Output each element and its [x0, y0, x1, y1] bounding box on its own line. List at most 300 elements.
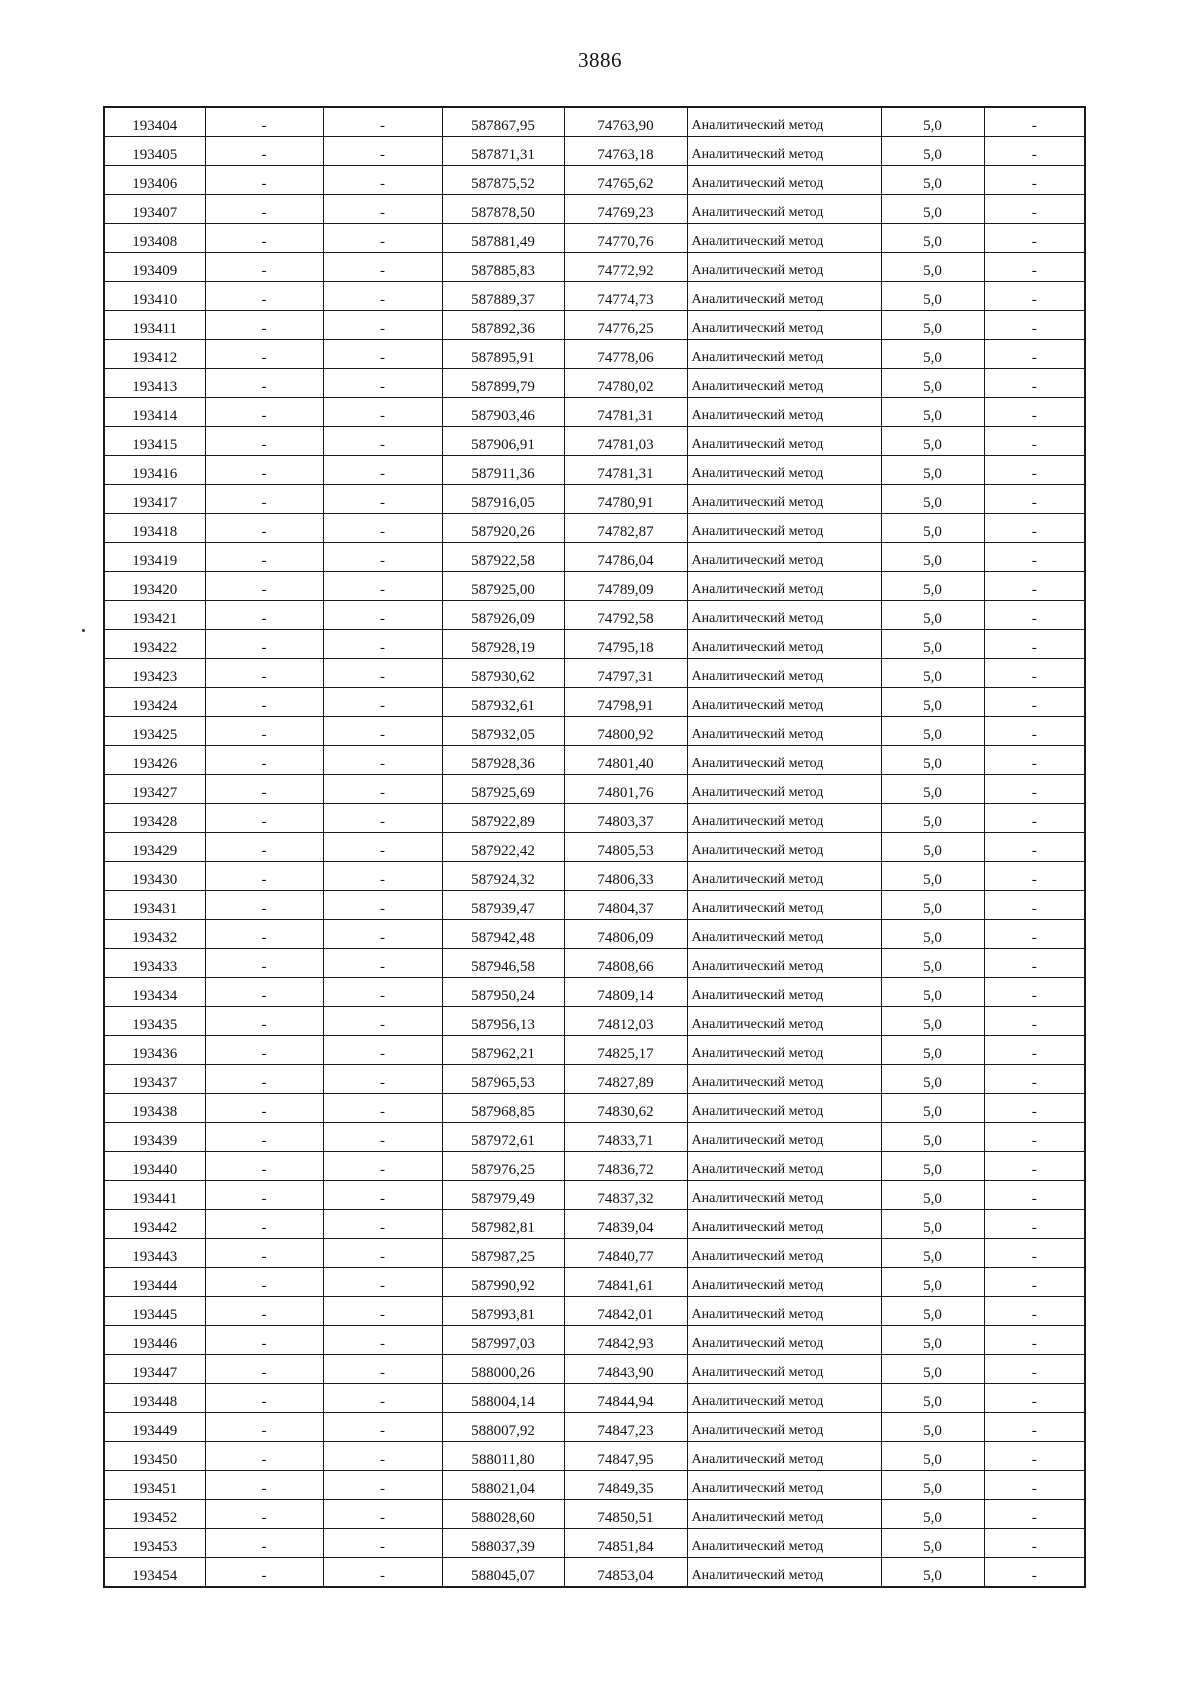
accuracy-cell: 5,0 — [881, 1152, 984, 1181]
accuracy-cell: 5,0 — [881, 1413, 984, 1442]
method-cell: Аналитический метод — [687, 1500, 881, 1529]
y-coordinate-cell: 74842,93 — [564, 1326, 687, 1355]
x-coordinate-cell: 587982,81 — [442, 1210, 564, 1239]
x-coordinate-cell: 587956,13 — [442, 1007, 564, 1036]
empty-dash-cell: - — [984, 891, 1085, 920]
point-number-cell: 193408 — [104, 224, 205, 253]
empty-dash-cell: - — [984, 601, 1085, 630]
x-coordinate-cell: 587925,69 — [442, 775, 564, 804]
empty-dash-cell: - — [205, 1558, 323, 1588]
accuracy-cell: 5,0 — [881, 543, 984, 572]
y-coordinate-cell: 74801,76 — [564, 775, 687, 804]
y-coordinate-cell: 74781,03 — [564, 427, 687, 456]
empty-dash-cell: - — [205, 398, 323, 427]
method-cell: Аналитический метод — [687, 340, 881, 369]
method-cell: Аналитический метод — [687, 688, 881, 717]
empty-dash-cell: - — [205, 427, 323, 456]
page-number: 3886 — [578, 48, 622, 72]
empty-dash-cell: - — [205, 1268, 323, 1297]
y-coordinate-cell: 74806,09 — [564, 920, 687, 949]
empty-dash-cell: - — [205, 1094, 323, 1123]
empty-dash-cell: - — [323, 1239, 442, 1268]
x-coordinate-cell: 587950,24 — [442, 978, 564, 1007]
y-coordinate-cell: 74830,62 — [564, 1094, 687, 1123]
empty-dash-cell: - — [323, 1036, 442, 1065]
empty-dash-cell: - — [323, 717, 442, 746]
accuracy-cell: 5,0 — [881, 1181, 984, 1210]
point-number-cell: 193439 — [104, 1123, 205, 1152]
method-cell: Аналитический метод — [687, 1413, 881, 1442]
empty-dash-cell: - — [205, 1384, 323, 1413]
empty-dash-cell: - — [323, 1529, 442, 1558]
empty-dash-cell: - — [205, 1355, 323, 1384]
point-number-cell: 193438 — [104, 1094, 205, 1123]
empty-dash-cell: - — [205, 833, 323, 862]
table-row — [104, 1007, 1085, 1036]
x-coordinate-cell: 587867,95 — [442, 107, 564, 137]
empty-dash-cell: - — [984, 398, 1085, 427]
accuracy-cell: 5,0 — [881, 659, 984, 688]
x-coordinate-cell: 588037,39 — [442, 1529, 564, 1558]
point-number-cell: 193405 — [104, 137, 205, 166]
method-cell: Аналитический метод — [687, 572, 881, 601]
method-cell: Аналитический метод — [687, 1036, 881, 1065]
empty-dash-cell: - — [205, 746, 323, 775]
x-coordinate-cell: 587878,50 — [442, 195, 564, 224]
method-cell: Аналитический метод — [687, 107, 881, 137]
accuracy-cell: 5,0 — [881, 601, 984, 630]
empty-dash-cell: - — [984, 1384, 1085, 1413]
empty-dash-cell: - — [323, 514, 442, 543]
accuracy-cell: 5,0 — [881, 1529, 984, 1558]
empty-dash-cell: - — [205, 1413, 323, 1442]
empty-dash-cell: - — [205, 485, 323, 514]
x-coordinate-cell: 587924,32 — [442, 862, 564, 891]
table-row — [104, 456, 1085, 485]
y-coordinate-cell: 74786,04 — [564, 543, 687, 572]
empty-dash-cell: - — [323, 398, 442, 427]
empty-dash-cell: - — [205, 1181, 323, 1210]
x-coordinate-cell: 587987,25 — [442, 1239, 564, 1268]
coordinates-table — [103, 106, 1086, 1588]
y-coordinate-cell: 74804,37 — [564, 891, 687, 920]
table-row — [104, 949, 1085, 978]
y-coordinate-cell: 74808,66 — [564, 949, 687, 978]
x-coordinate-cell: 587965,53 — [442, 1065, 564, 1094]
y-coordinate-cell: 74782,87 — [564, 514, 687, 543]
x-coordinate-cell: 587928,36 — [442, 746, 564, 775]
y-coordinate-cell: 74763,90 — [564, 107, 687, 137]
empty-dash-cell: - — [323, 630, 442, 659]
empty-dash-cell: - — [205, 195, 323, 224]
y-coordinate-cell: 74840,77 — [564, 1239, 687, 1268]
y-coordinate-cell: 74780,91 — [564, 485, 687, 514]
method-cell: Аналитический метод — [687, 920, 881, 949]
empty-dash-cell: - — [205, 369, 323, 398]
empty-dash-cell: - — [984, 1210, 1085, 1239]
accuracy-cell: 5,0 — [881, 1297, 984, 1326]
empty-dash-cell: - — [984, 717, 1085, 746]
method-cell: Аналитический метод — [687, 166, 881, 195]
point-number-cell: 193427 — [104, 775, 205, 804]
x-coordinate-cell: 587993,81 — [442, 1297, 564, 1326]
x-coordinate-cell: 587925,00 — [442, 572, 564, 601]
point-number-cell: 193446 — [104, 1326, 205, 1355]
empty-dash-cell: - — [323, 282, 442, 311]
point-number-cell: 193437 — [104, 1065, 205, 1094]
empty-dash-cell: - — [205, 572, 323, 601]
empty-dash-cell: - — [323, 1355, 442, 1384]
point-number-cell: 193428 — [104, 804, 205, 833]
empty-dash-cell: - — [323, 1268, 442, 1297]
x-coordinate-cell: 588011,80 — [442, 1442, 564, 1471]
y-coordinate-cell: 74789,09 — [564, 572, 687, 601]
x-coordinate-cell: 587946,58 — [442, 949, 564, 978]
empty-dash-cell: - — [323, 891, 442, 920]
empty-dash-cell: - — [984, 311, 1085, 340]
accuracy-cell: 5,0 — [881, 688, 984, 717]
empty-dash-cell: - — [984, 1152, 1085, 1181]
method-cell: Аналитический метод — [687, 1239, 881, 1268]
x-coordinate-cell: 588004,14 — [442, 1384, 564, 1413]
empty-dash-cell: - — [205, 1007, 323, 1036]
x-coordinate-cell: 587911,36 — [442, 456, 564, 485]
x-coordinate-cell: 587899,79 — [442, 369, 564, 398]
accuracy-cell: 5,0 — [881, 804, 984, 833]
empty-dash-cell: - — [323, 572, 442, 601]
method-cell: Аналитический метод — [687, 862, 881, 891]
empty-dash-cell: - — [323, 427, 442, 456]
table-row — [104, 1326, 1085, 1355]
empty-dash-cell: - — [205, 514, 323, 543]
accuracy-cell: 5,0 — [881, 1326, 984, 1355]
empty-dash-cell: - — [323, 1442, 442, 1471]
y-coordinate-cell: 74851,84 — [564, 1529, 687, 1558]
empty-dash-cell: - — [984, 1558, 1085, 1588]
empty-dash-cell: - — [323, 688, 442, 717]
table-row — [104, 1181, 1085, 1210]
table-row — [104, 920, 1085, 949]
x-coordinate-cell: 587972,61 — [442, 1123, 564, 1152]
method-cell: Аналитический метод — [687, 1442, 881, 1471]
y-coordinate-cell: 74847,23 — [564, 1413, 687, 1442]
table-row — [104, 1413, 1085, 1442]
empty-dash-cell: - — [984, 1326, 1085, 1355]
accuracy-cell: 5,0 — [881, 862, 984, 891]
table-row — [104, 1442, 1085, 1471]
empty-dash-cell: - — [323, 1297, 442, 1326]
empty-dash-cell: - — [984, 1471, 1085, 1500]
y-coordinate-cell: 74809,14 — [564, 978, 687, 1007]
empty-dash-cell: - — [984, 1413, 1085, 1442]
point-number-cell: 193407 — [104, 195, 205, 224]
point-number-cell: 193454 — [104, 1558, 205, 1588]
empty-dash-cell: - — [323, 746, 442, 775]
empty-dash-cell: - — [323, 1471, 442, 1500]
empty-dash-cell: - — [984, 1065, 1085, 1094]
x-coordinate-cell: 587906,91 — [442, 427, 564, 456]
accuracy-cell: 5,0 — [881, 1558, 984, 1588]
x-coordinate-cell: 587942,48 — [442, 920, 564, 949]
table-row — [104, 1500, 1085, 1529]
method-cell: Аналитический метод — [687, 1297, 881, 1326]
empty-dash-cell: - — [323, 659, 442, 688]
table-row — [104, 862, 1085, 891]
point-number-cell: 193414 — [104, 398, 205, 427]
method-cell: Аналитический метод — [687, 978, 881, 1007]
y-coordinate-cell: 74849,35 — [564, 1471, 687, 1500]
point-number-cell: 193426 — [104, 746, 205, 775]
table-row — [104, 1355, 1085, 1384]
table-row — [104, 107, 1085, 137]
accuracy-cell: 5,0 — [881, 311, 984, 340]
x-coordinate-cell: 587939,47 — [442, 891, 564, 920]
x-coordinate-cell: 587932,05 — [442, 717, 564, 746]
point-number-cell: 193418 — [104, 514, 205, 543]
table-row — [104, 166, 1085, 195]
method-cell: Аналитический метод — [687, 1007, 881, 1036]
table-row — [104, 137, 1085, 166]
x-coordinate-cell: 588028,60 — [442, 1500, 564, 1529]
empty-dash-cell: - — [984, 456, 1085, 485]
empty-dash-cell: - — [205, 1297, 323, 1326]
accuracy-cell: 5,0 — [881, 1471, 984, 1500]
empty-dash-cell: - — [984, 1123, 1085, 1152]
empty-dash-cell: - — [205, 775, 323, 804]
empty-dash-cell: - — [205, 107, 323, 137]
method-cell: Аналитический метод — [687, 1094, 881, 1123]
y-coordinate-cell: 74850,51 — [564, 1500, 687, 1529]
empty-dash-cell: - — [984, 1239, 1085, 1268]
empty-dash-cell: - — [323, 601, 442, 630]
table-row — [104, 282, 1085, 311]
empty-dash-cell: - — [984, 746, 1085, 775]
point-number-cell: 193440 — [104, 1152, 205, 1181]
empty-dash-cell: - — [205, 717, 323, 746]
empty-dash-cell: - — [323, 1558, 442, 1588]
y-coordinate-cell: 74805,53 — [564, 833, 687, 862]
x-coordinate-cell: 587997,03 — [442, 1326, 564, 1355]
accuracy-cell: 5,0 — [881, 1355, 984, 1384]
empty-dash-cell: - — [205, 166, 323, 195]
accuracy-cell: 5,0 — [881, 137, 984, 166]
y-coordinate-cell: 74800,92 — [564, 717, 687, 746]
method-cell: Аналитический метод — [687, 1471, 881, 1500]
y-coordinate-cell: 74765,62 — [564, 166, 687, 195]
method-cell: Аналитический метод — [687, 949, 881, 978]
empty-dash-cell: - — [984, 427, 1085, 456]
empty-dash-cell: - — [984, 572, 1085, 601]
point-number-cell: 193406 — [104, 166, 205, 195]
y-coordinate-cell: 74839,04 — [564, 1210, 687, 1239]
accuracy-cell: 5,0 — [881, 398, 984, 427]
empty-dash-cell: - — [205, 1500, 323, 1529]
x-coordinate-cell: 587968,85 — [442, 1094, 564, 1123]
table-row — [104, 311, 1085, 340]
empty-dash-cell: - — [984, 659, 1085, 688]
table-body — [104, 107, 1085, 1587]
method-cell: Аналитический метод — [687, 253, 881, 282]
table-row — [104, 1123, 1085, 1152]
accuracy-cell: 5,0 — [881, 717, 984, 746]
accuracy-cell: 5,0 — [881, 1210, 984, 1239]
accuracy-cell: 5,0 — [881, 1094, 984, 1123]
table-row — [104, 398, 1085, 427]
empty-dash-cell: - — [205, 253, 323, 282]
empty-dash-cell: - — [205, 543, 323, 572]
method-cell: Аналитический метод — [687, 833, 881, 862]
empty-dash-cell: - — [984, 978, 1085, 1007]
empty-dash-cell: - — [323, 224, 442, 253]
y-coordinate-cell: 74781,31 — [564, 398, 687, 427]
empty-dash-cell: - — [984, 340, 1085, 369]
point-number-cell: 193442 — [104, 1210, 205, 1239]
empty-dash-cell: - — [323, 833, 442, 862]
empty-dash-cell: - — [984, 920, 1085, 949]
point-number-cell: 193451 — [104, 1471, 205, 1500]
empty-dash-cell: - — [205, 601, 323, 630]
empty-dash-cell: - — [984, 688, 1085, 717]
point-number-cell: 193452 — [104, 1500, 205, 1529]
empty-dash-cell: - — [205, 1239, 323, 1268]
point-number-cell: 193410 — [104, 282, 205, 311]
empty-dash-cell: - — [984, 107, 1085, 137]
empty-dash-cell: - — [323, 862, 442, 891]
x-coordinate-cell: 587976,25 — [442, 1152, 564, 1181]
x-coordinate-cell: 587979,49 — [442, 1181, 564, 1210]
accuracy-cell: 5,0 — [881, 630, 984, 659]
empty-dash-cell: - — [984, 862, 1085, 891]
empty-dash-cell: - — [205, 1065, 323, 1094]
empty-dash-cell: - — [205, 1036, 323, 1065]
accuracy-cell: 5,0 — [881, 1442, 984, 1471]
y-coordinate-cell: 74772,92 — [564, 253, 687, 282]
empty-dash-cell: - — [205, 949, 323, 978]
table-row — [104, 195, 1085, 224]
empty-dash-cell: - — [205, 659, 323, 688]
point-number-cell: 193445 — [104, 1297, 205, 1326]
accuracy-cell: 5,0 — [881, 485, 984, 514]
method-cell: Аналитический метод — [687, 195, 881, 224]
empty-dash-cell: - — [984, 514, 1085, 543]
empty-dash-cell: - — [984, 630, 1085, 659]
x-coordinate-cell: 588021,04 — [442, 1471, 564, 1500]
y-coordinate-cell: 74763,18 — [564, 137, 687, 166]
y-coordinate-cell: 74795,18 — [564, 630, 687, 659]
method-cell: Аналитический метод — [687, 224, 881, 253]
y-coordinate-cell: 74769,23 — [564, 195, 687, 224]
method-cell: Аналитический метод — [687, 1181, 881, 1210]
empty-dash-cell: - — [323, 1210, 442, 1239]
point-number-cell: 193444 — [104, 1268, 205, 1297]
method-cell: Аналитический метод — [687, 630, 881, 659]
table-row — [104, 1210, 1085, 1239]
empty-dash-cell: - — [984, 137, 1085, 166]
empty-dash-cell: - — [984, 1355, 1085, 1384]
empty-dash-cell: - — [323, 920, 442, 949]
table-row — [104, 1065, 1085, 1094]
x-coordinate-cell: 588000,26 — [442, 1355, 564, 1384]
point-number-cell: 193443 — [104, 1239, 205, 1268]
method-cell: Аналитический метод — [687, 369, 881, 398]
table-row — [104, 543, 1085, 572]
empty-dash-cell: - — [205, 1123, 323, 1152]
empty-dash-cell: - — [205, 804, 323, 833]
y-coordinate-cell: 74842,01 — [564, 1297, 687, 1326]
empty-dash-cell: - — [984, 1529, 1085, 1558]
point-number-cell: 193416 — [104, 456, 205, 485]
empty-dash-cell: - — [984, 253, 1085, 282]
x-coordinate-cell: 587990,92 — [442, 1268, 564, 1297]
accuracy-cell: 5,0 — [881, 369, 984, 398]
empty-dash-cell: - — [323, 166, 442, 195]
empty-dash-cell: - — [984, 775, 1085, 804]
empty-dash-cell: - — [984, 1181, 1085, 1210]
method-cell: Аналитический метод — [687, 1326, 881, 1355]
point-number-cell: 193420 — [104, 572, 205, 601]
accuracy-cell: 5,0 — [881, 1065, 984, 1094]
x-coordinate-cell: 587922,42 — [442, 833, 564, 862]
x-coordinate-cell: 587885,83 — [442, 253, 564, 282]
empty-dash-cell: - — [984, 1268, 1085, 1297]
table-row — [104, 717, 1085, 746]
empty-dash-cell: - — [205, 688, 323, 717]
point-number-cell: 193448 — [104, 1384, 205, 1413]
y-coordinate-cell: 74844,94 — [564, 1384, 687, 1413]
empty-dash-cell: - — [323, 1065, 442, 1094]
point-number-cell: 193449 — [104, 1413, 205, 1442]
empty-dash-cell: - — [323, 1007, 442, 1036]
table-row — [104, 253, 1085, 282]
accuracy-cell: 5,0 — [881, 1500, 984, 1529]
table-row — [104, 340, 1085, 369]
accuracy-cell: 5,0 — [881, 891, 984, 920]
point-number-cell: 193409 — [104, 253, 205, 282]
x-coordinate-cell: 587926,09 — [442, 601, 564, 630]
method-cell: Аналитический метод — [687, 804, 881, 833]
empty-dash-cell: - — [205, 630, 323, 659]
method-cell: Аналитический метод — [687, 1210, 881, 1239]
empty-dash-cell: - — [205, 456, 323, 485]
table-row — [104, 1239, 1085, 1268]
table-row — [104, 1558, 1085, 1588]
point-number-cell: 193432 — [104, 920, 205, 949]
method-cell: Аналитический метод — [687, 485, 881, 514]
table-row — [104, 369, 1085, 398]
accuracy-cell: 5,0 — [881, 978, 984, 1007]
empty-dash-cell: - — [984, 224, 1085, 253]
table-row — [104, 891, 1085, 920]
y-coordinate-cell: 74781,31 — [564, 456, 687, 485]
y-coordinate-cell: 74798,91 — [564, 688, 687, 717]
table-row — [104, 427, 1085, 456]
method-cell: Аналитический метод — [687, 891, 881, 920]
empty-dash-cell: - — [323, 311, 442, 340]
method-cell: Аналитический метод — [687, 775, 881, 804]
empty-dash-cell: - — [205, 1152, 323, 1181]
point-number-cell: 193404 — [104, 107, 205, 137]
y-coordinate-cell: 74853,04 — [564, 1558, 687, 1588]
empty-dash-cell: - — [323, 1123, 442, 1152]
point-number-cell: 193412 — [104, 340, 205, 369]
table-row — [104, 1036, 1085, 1065]
method-cell: Аналитический метод — [687, 1152, 881, 1181]
point-number-cell: 193411 — [104, 311, 205, 340]
table-row — [104, 224, 1085, 253]
table-row — [104, 978, 1085, 1007]
method-cell: Аналитический метод — [687, 311, 881, 340]
accuracy-cell: 5,0 — [881, 340, 984, 369]
